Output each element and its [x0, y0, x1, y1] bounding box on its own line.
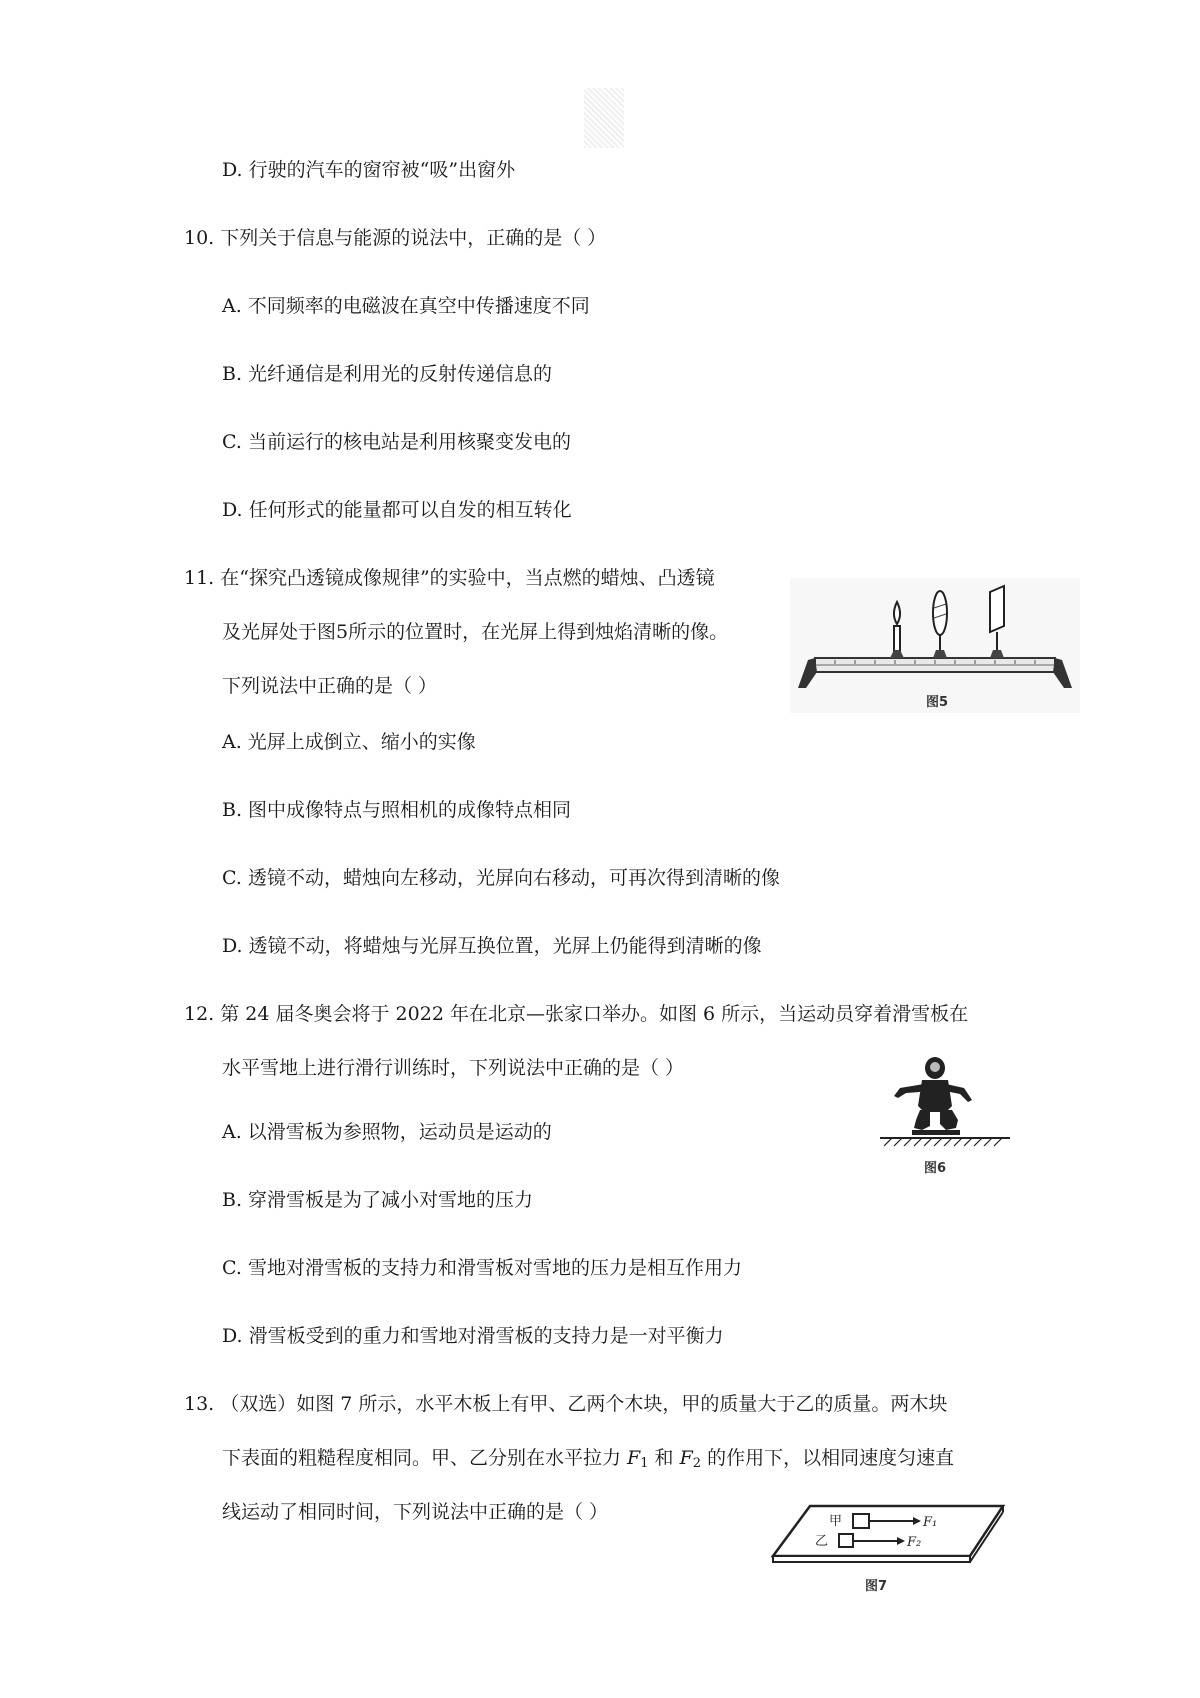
q11-stem-line3: 下列说法中正确的是（ ） [222, 675, 438, 697]
figure-7-caption: 图7 [865, 1579, 888, 1594]
q11-stem-line2: 及光屏处于图5所示的位置时，在光屏上得到烛焰清晰的像。 [222, 621, 729, 643]
q13-force-f1: F [627, 1447, 641, 1469]
q13-force-f2-subscript: 2 [692, 1456, 702, 1471]
q10-option-a: A. 不同频率的电磁波在真空中传播速度不同 [222, 295, 590, 317]
q13-force-f2: F [679, 1447, 693, 1469]
figure-6-skier [860, 1048, 1020, 1176]
figure-5-optical-bench [790, 578, 1080, 713]
q12-stem-line1: 12. 第 24 届冬奥会将于 2022 年在北京—张家口举办。如图 6 所示，当运动员穿着滑雪板在 [184, 1003, 969, 1025]
q13-stem-line2-part1: 下表面的粗糙程度相同。甲、乙分别在水平拉力 [222, 1447, 628, 1469]
q12-option-d: D. 滑雪板受到的重力和雪地对滑雪板的支持力是一对平衡力 [222, 1325, 724, 1347]
figure-5-caption: 图5 [926, 695, 949, 710]
q11-option-d: D. 透镜不动，将蜡烛与光屏互换位置，光屏上仍能得到清晰的像 [222, 935, 762, 957]
q10-option-d: D. 任何形式的能量都可以自发的相互转化 [222, 499, 572, 521]
q11-option-b: B. 图中成像特点与照相机的成像特点相同 [222, 799, 572, 821]
figure-7-blocks-on-board [765, 1500, 1035, 1600]
q13-stem-line1: 13. （双选）如图 7 所示，水平木板上有甲、乙两个木块，甲的质量大于乙的质量。两木块 [184, 1393, 948, 1415]
q10-option-b: B. 光纤通信是利用光的反射传递信息的 [222, 363, 553, 385]
q10-stem: 10. 下列关于信息与能源的说法中，正确的是（ ） [184, 227, 607, 249]
q11-stem-line1: 11. 在“探究凸透镜成像规律”的实验中，当点燃的蜡烛、凸透镜 [184, 567, 715, 589]
q12-option-a: A. 以滑雪板为参照物，运动员是运动的 [222, 1121, 552, 1143]
figure-6-caption: 图6 [924, 1161, 947, 1176]
q12-stem-line2: 水平雪地上进行滑行训练时，下列说法中正确的是（ ） [222, 1057, 685, 1079]
q12-option-c: C. 雪地对滑雪板的支持力和滑雪板对雪地的压力是相互作用力 [222, 1257, 742, 1279]
q11-option-a: A. 光屏上成倒立、缩小的实像 [222, 731, 476, 753]
figure-7-label-f2: F₂ [907, 1535, 922, 1550]
figure-7-label-f1: F₁ [923, 1515, 938, 1530]
q13-stem-line2-part3: 的作用下，以相同速度匀速直 [701, 1447, 955, 1469]
q10-option-c: C. 当前运行的核电站是利用核聚变发电的 [222, 431, 571, 453]
q13-stem-line3: 线运动了相同时间，下列说法中正确的是（ ） [222, 1501, 609, 1523]
figure-7-label-yi: 乙 [815, 1534, 829, 1549]
figure-7-label-jia: 甲 [829, 1514, 843, 1529]
q9-option-d: D. 行驶的汽车的窗帘被“吸”出窗外 [222, 159, 516, 181]
q11-option-c: C. 透镜不动，蜡烛向左移动，光屏向右移动，可再次得到清晰的像 [222, 867, 780, 889]
q13-force-f1-subscript: 1 [640, 1456, 649, 1471]
q13-stem-line2-part2: 和 [648, 1447, 680, 1469]
q13-stem-line2 [222, 1444, 954, 1478]
scan-artifact [584, 88, 624, 148]
q12-option-b: B. 穿滑雪板是为了减小对雪地的压力 [222, 1189, 534, 1211]
